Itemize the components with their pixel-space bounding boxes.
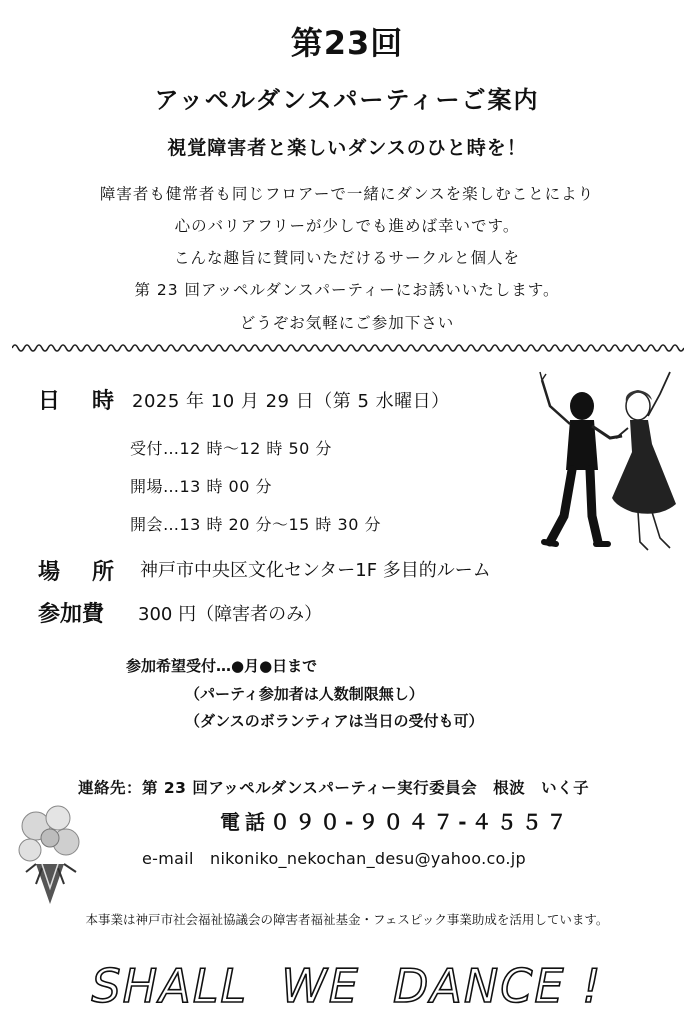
date-label-char: 時 (92, 389, 115, 414)
phone-number: 電話０９０-９０４７-４５５７ (220, 810, 572, 834)
email-address: e-mail nikoniko_nekochan_desu@yahoo.co.jp (142, 849, 526, 868)
date-value: 2025 年 10 月 29 日（第 5 水曜日） (132, 391, 450, 412)
place-label-char: 所 (92, 560, 115, 585)
schedule-doors-open: 開場…13 時 00 分 (130, 477, 272, 496)
dancers-illustration (520, 366, 690, 566)
flower-bouquet-icon (6, 798, 98, 908)
slogan-text: SHALL WE DANCE ! (91, 959, 603, 1013)
date-label-char: 日 (38, 389, 61, 414)
tagline: 視覚障害者と楽しいダンスのひと時を！ (167, 137, 527, 159)
schedule-reception: 受付…12 時～12 時 50 分 (130, 439, 332, 458)
note-volunteers: （ダンスのボランティアは当日の受付も可） (185, 712, 484, 730)
intro-line: こんな趣旨に賛同いただけるサークルと個人を (173, 249, 521, 267)
registration-deadline: 参加希望受付…●月●日まで (126, 657, 318, 675)
intro-line: 第 23 回アッペルダンスパーティーにお誘いいたします。 (134, 281, 560, 299)
date-label (38, 384, 114, 415)
slogan (0, 950, 694, 1020)
fee-value: 300 円（障害者のみ） (138, 604, 323, 625)
female-dancer-icon (612, 372, 676, 550)
intro-line: 障害者も健常者も同じフロアーで一緒にダンスを楽しむことにより (99, 185, 595, 203)
contact-line: 連絡先：第 23 回アッペルダンスパーティー実行委員会 根波 いく子 (78, 779, 590, 797)
fee-label: 参加費 (38, 602, 105, 627)
event-title: アッペルダンスパーティーご案内 (154, 86, 540, 114)
intro-line: 心のバリアフリーが少しでも進めば幸いです。 (174, 217, 520, 235)
place-value: 神戸市中央区文化センター1F 多目的ルーム (140, 560, 491, 581)
schedule-opening: 開会…13 時 20 分～15 時 30 分 (130, 515, 381, 534)
event-number-title: 第23回 (290, 24, 404, 62)
place-label-char: 場 (38, 560, 61, 585)
funding-note: 本事業は神戸市社会福祉協議会の障害者福祉基金・フェスピック事業助成を活用しています。 (85, 912, 609, 927)
place-label (38, 555, 114, 586)
wavy-divider (12, 340, 684, 356)
note-participants: （パーティ参加者は人数制限無し） (185, 685, 424, 703)
male-dancer-icon (540, 372, 622, 544)
intro-line: どうぞお気軽にご参加下さい (239, 314, 455, 332)
